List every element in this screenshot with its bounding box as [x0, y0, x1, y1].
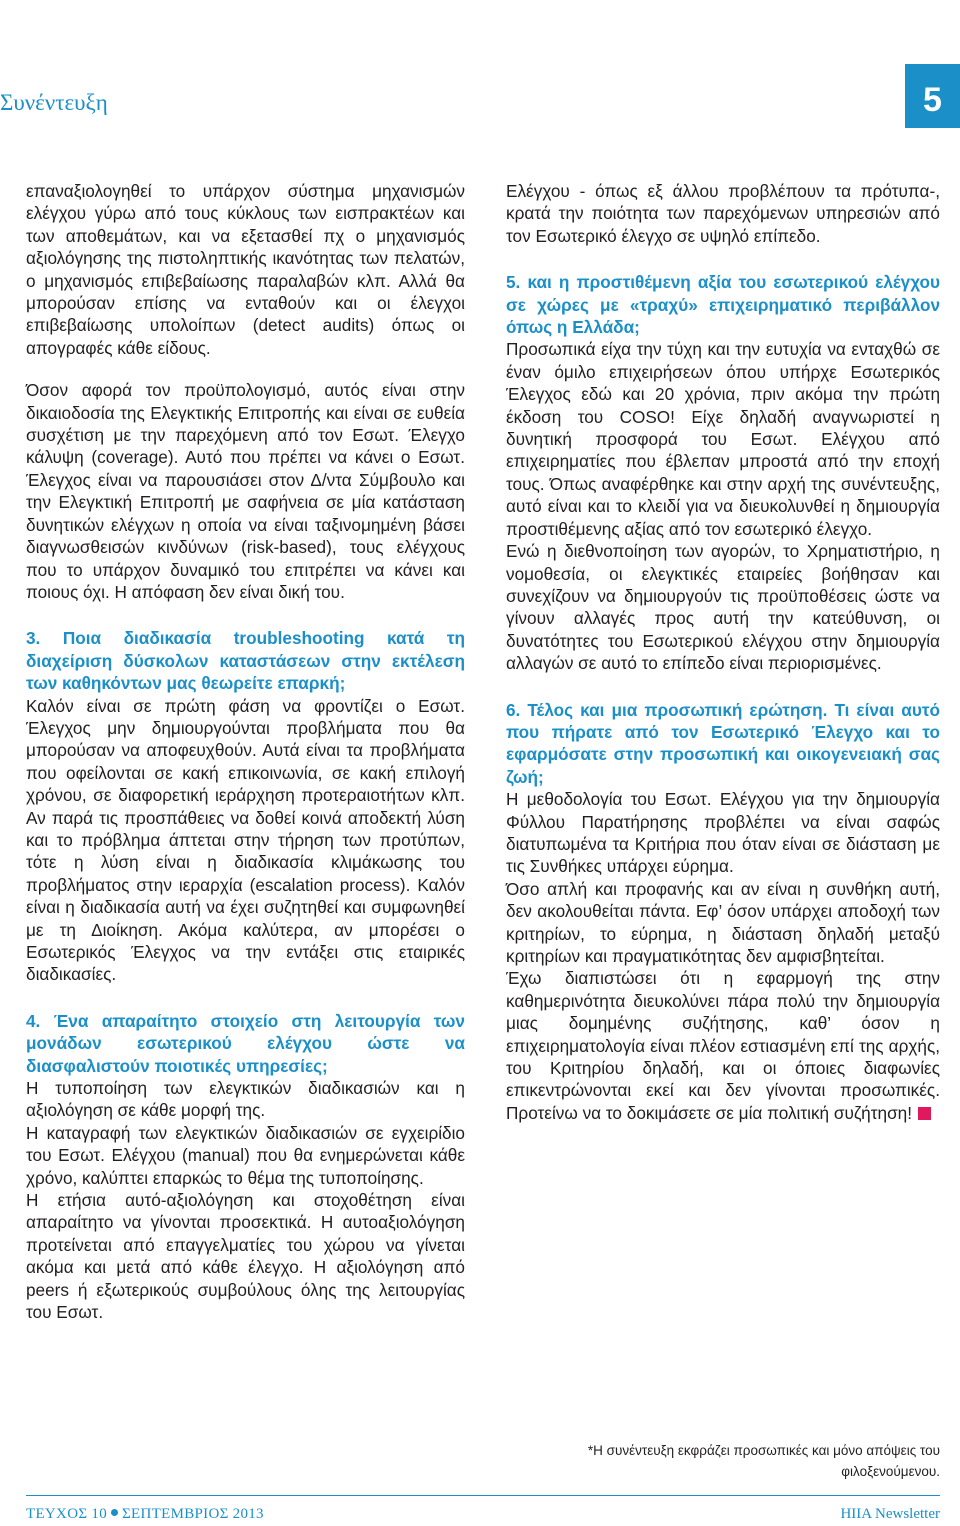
bullet-icon [111, 1509, 118, 1516]
answer-paragraph: Καλόν είναι σε πρώτη φάση να φροντίζει ο Εσωτ. Έλεγχος μην δημιουργούνται προβλήματα που θα μπορούσαν να αποφευχθούν. Αυτά είναι τα προβλήματα που οφείλονται σε κακή επικοινωνία, σε κακή επιλογή χρόνου, σε διαφορετική ιεράρχηση προτεραιοτήτων κλπ. Αν παρά τις προσπάθειες να δοθεί κοινά αποδεκτή λύση και το πρόβλημα άπτεται στην τήρηση των προτύπων, τότε η λύση είναι η διαδικασία κλιμάκωσης του προβλήματος στην ιεραρχία (escalation process). Καλόν είναι η διαδικασία αυτή να έχει συζητηθεί και συμφωνηθεί με τη Διοίκηση. Ακόμα καλύτερα, αν μπορέσει ο Εσωτερικός Έλεγχος να την εντάξει στις εταιρικές διαδικασίες. [26, 695, 465, 985]
footer-divider [26, 1495, 940, 1496]
section-title: Συνέντευξη [0, 90, 108, 115]
question-heading: 6. Τέλος και μια προσωπική ερώτηση. Τι είναι αυτό που πήρατε από τον Εσωτερικό Έλεγχο και το εφαρμόσατε στην προσωπική και οικογενειακή σας ζωή; [506, 699, 940, 787]
publication-name: HIIA Newsletter [840, 1506, 940, 1522]
left-column [26, 180, 465, 1324]
answer-paragraph: Η μεθοδολογία του Εσωτ. Ελέγχου για την δημιουργία Φύλλου Παρατήρησης προβλέπει να είναι σαφώς διατυπωμένα τα Κριτήρια που όταν είναι σε διάσταση με τις Συνθήκες υπάρχει εύρημα. [506, 789, 940, 877]
footer-issue-info [26, 1506, 264, 1523]
answer-paragraph: Η τυποποίηση των ελεγκτικών διαδικασιών και η αξιολόγηση σε κάθε μορφή της. [26, 1078, 465, 1121]
issue-date: ΣΕΠΤΕΜΒΡΙΟΣ 2013 [122, 1506, 264, 1522]
answer-paragraph [506, 967, 940, 1124]
paragraph: Όσον αφορά τον προϋπολογισμό, αυτός είναι στην δικαιοδοσία της Ελεγκτικής Επιτροπής και είναι σε ευθεία συσχέτιση με την παρεχόμενη από τον Εσωτ. Έλεγχο κάλυψη (coverage). Αυτό που πρέπει να κάνει ο Εσωτ. Έλεγχος είναι να παρουσιάσει στον Δ/ντα Σύμβουλο και την Ελεγκτική Επιτροπή με σαφήνεια σε μία κατάσταση δυνητικών ελέγχων η οποία να είναι ταξινομημένη βάσει διαγνωσθεισών κινδύνων (risk-based), τους ελέγχους που το υπάρχον δυναμικό του επιτρέπει να κάνει και ποιους όχι. Η απόφαση δεν είναι δική του. [26, 380, 465, 602]
answer-paragraph: Προσωπικά είχα την τύχη και την ευτυχία να ενταχθώ σε έναν όμιλο επιχειρήσεων όπου υπήρχε Εσωτερικός Έλεγχος εδώ και 20 χρόνια, πριν ακόμα την πρώτη έκδοση του COSO! Είχε δηλαδή αναγνωριστεί η δυνητική προσφορά του Εσωτ. Ελέγχου από επιχειρηματίες που έβλεπαν μπροστά από την εποχή τους. Όπως αναφέρθηκε και στην αρχή της συνέντευξης, αυτό είναι και το κλειδί για να διευκολυνθεί η δημιουργία προστιθέμενης αξίας από τον εσωτερικό έλεγχο. [506, 339, 940, 539]
footnote: *Η συνέντευξη εκφράζει προσωπικές και μόνο απόψεις του φιλοξενούμενου. [587, 1443, 940, 1479]
page-number: 5 [905, 64, 960, 128]
answer-paragraph: Όσο απλή και προφανής και αν είναι η συνθήκη αυτή, δεν ακολουθείται πάντα. Εφ’ όσον υπάρχει αποδοχή των κριτηρίων, το εύρημα, η διάσταση δηλαδή μεταξύ κριτηρίων και πραγματικότητας δεν αμφισβητείται. [506, 878, 940, 966]
question-heading: 4. Ένα απαραίτητο στοιχείο στη λειτουργία των μονάδων εσωτερικού ελέγχου ώστε να διασφαλιστούν ποιοτικές υπηρεσίες; [26, 1010, 465, 1076]
paragraph: Ελέγχου - όπως εξ άλλου προβλέπουν τα πρότυπα-, κρατά την ποιότητα των παρεχόμενων υπηρεσιών από τον Εσωτερικό έλεγχο σε υψηλό επίπεδο. [506, 181, 940, 246]
closing-text: Έχω διαπιστώσει ότι η εφαρμογή της στην καθημερινότητα διευκολύνει πάρα πολύ την δημιουργία μιας δομημένης συζήτησης, καθ’ όσον η επιχειρηματολογία είναι πλέον εστιασμένη επί της αρχής, του Κριτηρίου δηλαδή, και οι όποιες διαφωνίες επικεντρώνονται εκεί και δεν γίνονται προσωπικές. Προτείνω να το δοκιμάσετε σε μία πολιτική συζήτηση! [506, 968, 940, 1123]
answer-paragraph: Ενώ η διεθνοποίηση των αγορών, το Χρηματιστήριο, η νομοθεσία, οι ελεγκτικές εταιρείες βοήθησαν και συνεχίζουν να δημιουργούν τις προϋποθέσεις ώστε να γίνουν αλλαγές προς αυτή την κατεύθυνση, οι δυνατότητες του Εσωτερικού ελέγχου στην δημιουργία αλλαγών σε αυτό το επίπεδο είναι περιορισμένες. [506, 541, 940, 674]
answer-paragraph: Η ετήσια αυτό-αξιολόγηση και στοχοθέτηση είναι απαραίτητο να γίνονται προσεκτικά. Η αυτοαξιολόγηση προτείνεται από επαγγελματίες του χώρου να γίνεται ακόμα και μετά από κάθε έλεγχο. Η αξιολόγηση από peers ή εξωτερικούς συμβούλους όλης της λειτουργίας του Εσωτ. [26, 1190, 465, 1323]
question-heading: 5. και η προστιθέμενη αξία του εσωτερικού ελέγχου σε χώρες με «τραχύ» επιχειρηματικό περιβάλλον όπως η Ελλάδα; [506, 272, 940, 338]
right-column [506, 180, 940, 1124]
question-heading: 3. Ποια διαδικασία troubleshooting κατά τη διαχείριση δύσκολων καταστάσεων στην εκτέλεση των καθηκόντων μας θεωρείτε επαρκή; [26, 628, 465, 694]
paragraph: επαναξιολογηθεί το υπάρχον σύστημα μηχανισμών ελέγχου γύρω από τους κύκλους των εισπρακτέων και των αποθεμάτων, και να εξετασθεί πχ ο μηχανισμός αξιολόγησης της πιστοληπτικής ικανότητας των πελατών, ο μηχανισμός επιβεβαίωσης παραλαβών κλπ. Αλλά θα μπορούσαν επίσης να ενταθούν και οι έλεγχοι επιβεβαίωσης υπολοίπων (detect audits) όπως οι απογραφές κάθε είδους. [26, 181, 465, 358]
answer-paragraph: Η καταγραφή των ελεγκτικών διαδικασιών σε εγχειρίδιο του Εσωτ. Ελέγχου (manual) που θα ενημερώνεται κάθε χρόνο, καλύπτει επαρκώς το θέμα της τυποποίησης. [26, 1122, 465, 1188]
end-of-article-square-icon [918, 1107, 931, 1120]
issue-label: ΤΕΥΧΟΣ 10 [26, 1506, 108, 1522]
